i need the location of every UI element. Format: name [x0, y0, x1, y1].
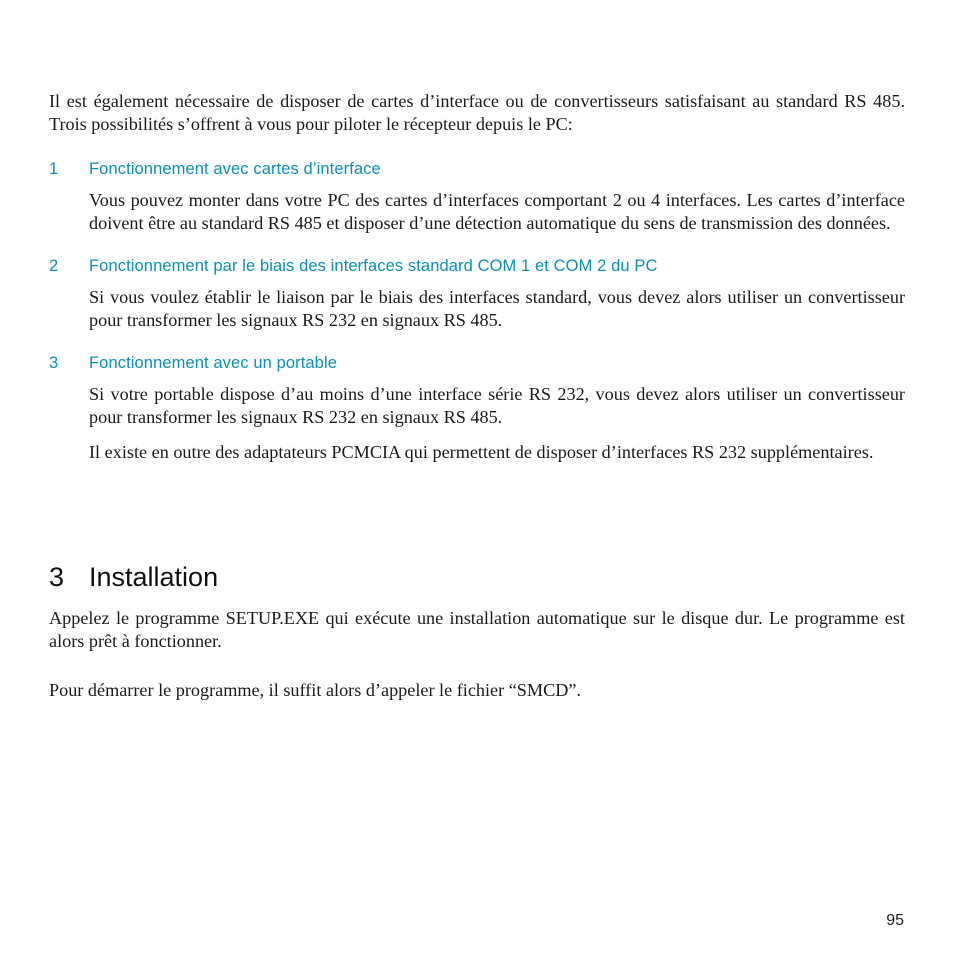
chapter-paragraph-1: Appelez le programme SETUP.EXE qui exécute une installation automatique sur le disque dur. Le programme est alors prêt à fonctionner. [49, 608, 905, 651]
section-2-paragraph: Si vous voulez établir le liaison par le biais des interfaces standard, vous devez alors utiliser un convertisseur pour transformer les signaux RS 232 en signaux RS 485. [89, 287, 905, 330]
intro-paragraph: Il est également nécessaire de disposer de cartes d’interface ou de convertisseurs satisfaisant au standard RS 485. Trois possibilités s’offrent à vous pour piloter le récepteur depuis le PC: [49, 91, 905, 134]
section-3-paragraph-2: Il existe en outre des adaptateurs PCMCIA qui permettent de disposer d’interfaces RS 232 supplémentaires. [89, 442, 874, 462]
section-2-number: 2 [49, 257, 59, 275]
chapter-title: Installation [89, 562, 219, 592]
section-1-paragraph: Vous pouvez monter dans votre PC des cartes d’interfaces comportant 2 ou 4 interfaces. Les cartes d’interface doivent être au standard RS 485 et disposer d’une détection automatique du sens de transmission des données. [89, 190, 905, 233]
section-2-title: Fonctionnement par le biais des interfaces standard COM 1 et COM 2 du PC [89, 257, 658, 275]
page-content [49, 90, 905, 702]
section-1-heading [49, 160, 905, 179]
section-1-number: 1 [49, 160, 59, 178]
page-number: 95 [886, 912, 904, 929]
section-3-number: 3 [49, 354, 59, 372]
chapter-paragraph-2: Pour démarrer le programme, il suffit alors d’appeler le fichier “SMCD”. [49, 680, 581, 700]
section-3-heading [49, 354, 905, 373]
section-2-heading [49, 257, 905, 276]
section-3-paragraph-1: Si votre portable dispose d’au moins d’une interface série RS 232, vous devez alors utiliser un convertisseur pour transformer les signaux RS 232 en signaux RS 485. [89, 384, 905, 427]
section-3-title: Fonctionnement avec un portable [89, 354, 338, 372]
chapter-number: 3 [49, 562, 65, 592]
chapter-heading [49, 562, 905, 593]
section-1-title: Fonctionnement avec cartes d’interface [89, 160, 381, 178]
